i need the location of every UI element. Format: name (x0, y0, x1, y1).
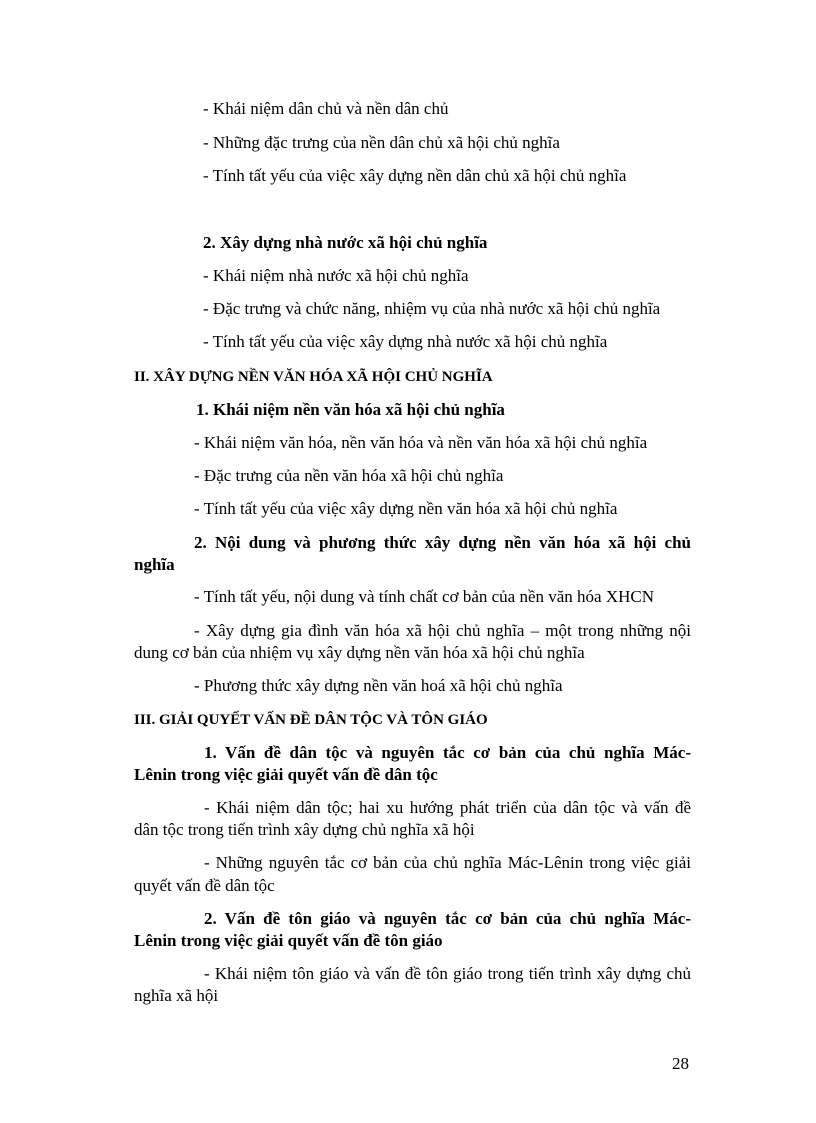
bullet-state-necessity: - Tính tất yếu của việc xây dựng nhà nước xã hội chủ nghĩa (203, 332, 608, 351)
bullet-culture-features: - Đặc trưng của nền văn hóa xã hội chủ nghĩa (194, 466, 504, 485)
bullet-religion-concept-cont: nghĩa xã hội (134, 986, 219, 1005)
subheading-socialist-culture-concept: 1. Khái niệm nền văn hóa xã hội chủ nghĩa (196, 400, 505, 419)
bullet-democracy-necessity: - Tính tất yếu của việc xây dựng nền dân chủ xã hội chủ nghĩa (203, 166, 627, 185)
bullet-culture-concept: - Khái niệm văn hóa, nền văn hóa và nền văn hóa xã hội chủ nghĩa (194, 433, 648, 452)
subheading-religion-issue-cont: Lênin trong việc giải quyết vấn đề tôn giáo (134, 931, 443, 950)
bullet-cultural-family-cont: dung cơ bản của nhiệm vụ xây dựng nền văn hóa xã hội chủ nghĩa (134, 643, 585, 662)
bullet-ethnic-principles: - Những nguyên tắc cơ bản của chủ nghĩa Mác-Lênin trong việc giải (204, 853, 691, 872)
section-heading-II: II. XÂY DỰNG NỀN VĂN HÓA XÃ HỘI CHỦ NGHĨA (134, 369, 493, 385)
subheading-culture-content-methods: 2. Nội dung và phương thức xây dựng nền văn hóa xã hội chủ (194, 533, 691, 552)
subheading-religion-issue: 2. Vấn đề tôn giáo và nguyên tắc cơ bản của chủ nghĩa Mác- (204, 909, 691, 928)
bullet-democracy-concept: - Khái niệm dân chủ và nền dân chủ (203, 99, 449, 118)
subheading-culture-content-methods-cont: nghĩa (134, 555, 175, 574)
bullet-culture-necessity: - Tính tất yếu của việc xây dựng nền văn hóa xã hội chủ nghĩa (194, 499, 618, 518)
bullet-state-concept: - Khái niệm nhà nước xã hội chủ nghĩa (203, 266, 469, 285)
bullet-ethnic-concept-cont: dân tộc trong tiến trình xây dựng chủ nghĩa xã hội (134, 820, 475, 839)
page-number: 28 (672, 1054, 689, 1073)
bullet-ethnic-concept: - Khái niệm dân tộc; hai xu hướng phát triển của dân tộc và vấn đề (204, 798, 691, 817)
bullet-religion-concept: - Khái niệm tôn giáo và vấn đề tôn giáo trong tiến trình xây dựng chủ (204, 964, 691, 983)
subheading-ethnic-issue-cont: Lênin trong việc giải quyết vấn đề dân tộc (134, 765, 438, 784)
bullet-state-features: - Đặc trưng và chức năng, nhiệm vụ của nhà nước xã hội chủ nghĩa (203, 299, 661, 318)
section-heading-III: III. GIẢI QUYẾT VẤN ĐỀ DÂN TỘC VÀ TÔN GIÁO (134, 712, 488, 728)
subheading-build-socialist-state: 2. Xây dựng nhà nước xã hội chủ nghĩa (203, 233, 488, 252)
bullet-democracy-features: - Những đặc trưng của nền dân chủ xã hội chủ nghĩa (203, 133, 560, 152)
bullet-ethnic-principles-cont: quyết vấn đề dân tộc (134, 876, 275, 895)
bullet-culture-content: - Tính tất yếu, nội dung và tính chất cơ bản của nền văn hóa XHCN (194, 587, 655, 606)
bullet-cultural-family: - Xây dựng gia đình văn hóa xã hội chủ nghĩa – một trong những nội (194, 621, 691, 640)
subheading-ethnic-issue: 1. Vấn đề dân tộc và nguyên tắc cơ bản của chủ nghĩa Mác- (204, 743, 691, 762)
bullet-culture-methods: - Phương thức xây dựng nền văn hoá xã hội chủ nghĩa (194, 676, 563, 695)
